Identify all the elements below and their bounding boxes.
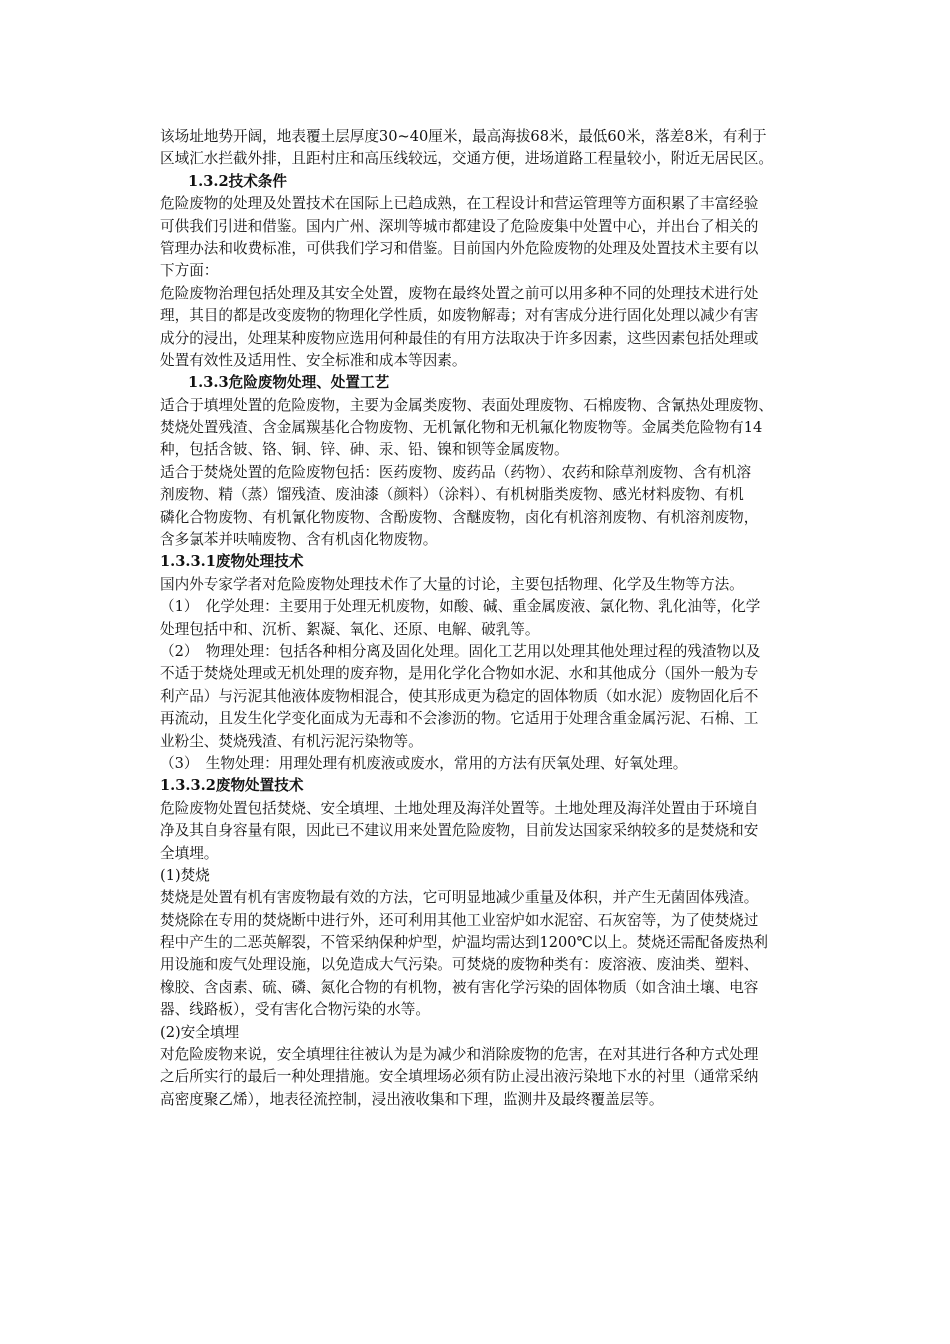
paragraph-line: 下方面： bbox=[160, 262, 219, 280]
paragraph-line: 种，包括含铍、铬、铜、锌、砷、汞、铅、镍和钡等金属废物。 bbox=[160, 441, 569, 459]
section-heading: 1.3.3.1废物处理技术 bbox=[160, 553, 304, 571]
paragraph-line: 用设施和废气处理设施，以免造成大气污染。可焚烧的废物种类有：废溶液、废油类、塑料、 bbox=[160, 956, 759, 974]
paragraph-line: 净及其自身容量有限，因此已不建议用来处置危险废物，目前发达国家采纳较多的是焚烧和安 bbox=[160, 822, 759, 840]
paragraph-line: 不适于焚烧处理或无机处理的废弃物，是用化学化合物如水泥、水和其他成分（国外一般为专 bbox=[160, 665, 759, 683]
paragraph-line: 橡胶、含卤素、硫、磷、氮化合物的有机物，被有害化学污染的固体物质（如含油土壤、电容 bbox=[160, 978, 759, 996]
section-heading: 1.3.3危险废物处理、处置工艺 bbox=[188, 374, 390, 392]
paragraph-line: 剂废物、精（蒸）馏残渣、废油漆（颜料）（涂料）、有机树脂类废物、感光材料废物、有机 bbox=[160, 486, 744, 504]
paragraph-line: 危险废物处置包括焚烧、安全填埋、土地处理及海洋处置等。土地处理及海洋处置由于环境自 bbox=[160, 799, 759, 817]
paragraph-line: 该场址地势开阔，地表覆土层厚度30~40厘米，最高海拔68米，最低60米，落差8米，有利于 bbox=[160, 128, 767, 145]
paragraph-line: 焚烧除在专用的焚烧断中进行外，还可利用其他工业窑炉如水泥窑、石灰窑等，为了使焚烧过 bbox=[160, 911, 759, 929]
paragraph-line: 器、线路板），受有害化合物污染的水等。 bbox=[160, 1001, 430, 1019]
paragraph-line: 对危险废物来说，安全填埋往往被认为是为减少和消除废物的危害，在对其进行各种方式处理 bbox=[160, 1046, 759, 1064]
paragraph-line: 再流动，且发生化学变化面成为无毒和不会渗沥的物。它适用于处理含重金属污泥、石棉、工 bbox=[160, 710, 759, 728]
document-body bbox=[160, 126, 860, 1111]
paragraph-line: 处置有效性及适用性、安全标准和成本等因素。 bbox=[160, 351, 467, 369]
paragraph-line: (2)安全填埋 bbox=[160, 1023, 240, 1041]
section-heading: 1.3.2技术条件 bbox=[188, 172, 287, 190]
paragraph-line: 磷化合物废物、有机氰化物废物、含酚废物、含醚废物，卤化有机溶剂废物、有机溶剂废物， bbox=[160, 508, 759, 526]
paragraph-line: （2） 物理处理：包括各种相分离及固化处理。固化工艺用以处理其他处理过程的残渣物以及 bbox=[160, 642, 761, 660]
paragraph-line: 理，其目的都是改变废物的物理化学性质，如废物解毒；对有害成分进行固化处理以减少有害 bbox=[160, 307, 759, 325]
paragraph-line: 处理包括中和、沉析、絮凝、氧化、还原、电解、破乳等。 bbox=[160, 620, 540, 638]
paragraph-line: 适合于填埋处置的危险废物，主要为金属类废物、表面处理废物、石棉废物、含氰热处理废物、 bbox=[160, 396, 773, 414]
paragraph-line: 业粉尘、焚烧残渣、有机污泥污染物等。 bbox=[160, 732, 423, 750]
paragraph-line: 利产品）与污泥其他液体废物相混合，使其形成更为稳定的固体物质（如水泥）废物固化后不 bbox=[160, 687, 759, 705]
paragraph-line: 焚烧是处置有机有害废物最有效的方法，它可明显地减少重量及体积，并产生无菌固体残渣。 bbox=[160, 889, 759, 907]
paragraph-line: （1） 化学处理：主要用于处理无机废物，如酸、碱、重金属废液、氯化物、乳化油等，化学 bbox=[160, 598, 761, 616]
paragraph-line: 危险废物的处理及处置技术在国际上已趋成熟，在工程设计和营运管理等方面积累了丰富经验 bbox=[160, 195, 759, 213]
paragraph-line: 成分的浸出，处理某种废物应选用何种最佳的有用方法取决于许多因素，这些因素包括处理或 bbox=[160, 329, 759, 347]
paragraph-line: 之后所实行的最后一种处理措施。安全填埋场必须有防止浸出液污染地下水的衬里（通常采纳 bbox=[160, 1068, 759, 1086]
paragraph-line: 适合于焚烧处置的危险废物包括：医药废物、废药品（药物）、农药和除草剂废物、含有机溶 bbox=[160, 463, 752, 481]
paragraph-line: 高密度聚乙烯），地表径流控制，浸出液收集和下理，监测井及最终覆盖层等。 bbox=[160, 1090, 664, 1108]
paragraph-line: 含多氯苯并呋喃废物、含有机卤化物废物。 bbox=[160, 531, 438, 549]
paragraph-line: 危险废物治理包括处理及其安全处置，废物在最终处置之前可以用多种不同的处理技术进行处 bbox=[160, 284, 759, 302]
paragraph-line: 国内外专家学者对危险废物处理技术作了大量的讨论，主要包括物理、化学及生物等方法。 bbox=[160, 575, 744, 593]
paragraph-line: 焚烧处置残渣、含金属羰基化合物废物、无机氰化物和无机氟化物废物等。金属类危险物有14 bbox=[160, 419, 763, 437]
paragraph-line: (1)焚烧 bbox=[160, 866, 210, 884]
paragraph-line: 全填埋。 bbox=[160, 844, 219, 862]
section-heading: 1.3.3.2废物处置技术 bbox=[160, 777, 304, 795]
paragraph-line: 区域汇水拦截外排，且距村庄和高压线较远，交通方便，进场道路工程量较小，附近无居民区。 bbox=[160, 150, 773, 168]
paragraph-line: 程中产生的二恶英解裂，不管采纳保种炉型，炉温均需达到1200℃以上。焚烧还需配备废热利 bbox=[160, 934, 769, 952]
paragraph-line: 可供我们引进和借鉴。国内广州、深圳等城市都建设了危险废集中处置中心，并出台了相关的 bbox=[160, 217, 759, 235]
paragraph-line: 管理办法和收费标准，可供我们学习和借鉴。目前国内外危险废物的处理及处置技术主要有以 bbox=[160, 239, 759, 257]
paragraph-line: （3） 生物处理：用理处理有机废液或废水，常用的方法有厌氧处理、好氧处理。 bbox=[160, 754, 688, 772]
